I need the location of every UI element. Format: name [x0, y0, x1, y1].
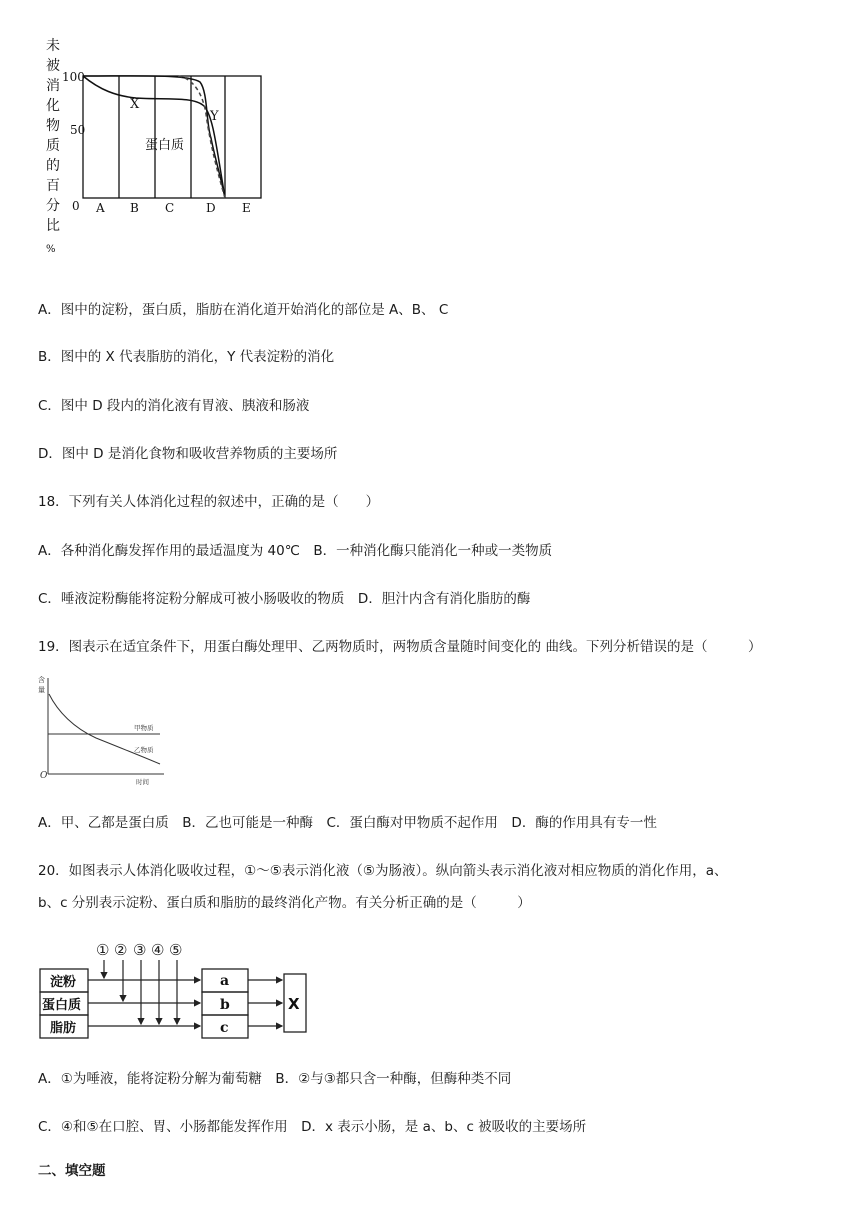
label-protein: 蛋白质: [145, 138, 185, 153]
svg-text:乙物质: 乙物质: [134, 746, 154, 754]
svg-text:未: 未: [46, 38, 60, 54]
svg-text:时间: 时间: [136, 778, 149, 786]
y-tick-0: 0: [72, 199, 80, 213]
curve-x: [83, 76, 225, 198]
svg-text:⑤: ⑤: [169, 941, 183, 959]
svg-text:%: %: [46, 244, 56, 255]
q20-stem-line2: b、c 分别表示淀粉、蛋白质和脂肪的最终消化产物。有关分析正确的是（ ）: [38, 895, 531, 911]
svg-text:含: 含: [38, 676, 45, 684]
section-heading: 二、填空题: [38, 1163, 106, 1179]
svg-text:消: 消: [46, 78, 60, 94]
svg-text:甲物质: 甲物质: [134, 724, 154, 732]
svg-text:比: 比: [46, 218, 60, 234]
substance-labels: [42, 974, 81, 1036]
svg-text:D: D: [206, 201, 216, 215]
x-labels: [95, 201, 251, 215]
svg-text:①: ①: [96, 941, 110, 959]
svg-text:百: 百: [46, 178, 60, 194]
figure-digestion-curves: [38, 34, 318, 304]
q20-stem-line1: 20．如图表示人体消化吸收过程，①～⑤表示消化液（⑤为肠液）。纵向箭头表示消化液对相应物质的消化作用，a、: [38, 863, 728, 879]
svg-text:b: b: [220, 997, 230, 1013]
q17-option-c: C．图中 D 段内的消化液有胃液、胰液和肠液: [38, 398, 310, 414]
svg-text:B: B: [130, 201, 139, 215]
svg-text:脂肪: 脂肪: [50, 1021, 77, 1036]
svg-text:A: A: [96, 201, 105, 215]
y-axis-label: [46, 37, 60, 255]
figure-enzyme-curves: [36, 672, 176, 792]
svg-text:质: 质: [46, 138, 60, 154]
q17-option-b: B．图中的 X 代表脂肪的消化，Y 代表淀粉的消化: [38, 349, 335, 365]
svg-text:蛋白质: 蛋白质: [42, 998, 82, 1013]
q17-option-d: D．图中 D 是消化食物和吸收营养物质的主要场所: [38, 446, 338, 462]
label-x: X: [130, 97, 140, 112]
q17-option-a: A．图中的淀粉，蛋白质，脂肪在消化道开始消化的部位是 A、B、 C: [38, 302, 449, 318]
q19-stem: 19．图表示在适宜条件下，用蛋白酶处理甲、乙两物质时，两物质含量随时间变化的 曲线。下列分析错误的是（ ）: [38, 639, 762, 655]
svg-text:淀粉: 淀粉: [50, 975, 77, 990]
svg-text:O: O: [40, 771, 48, 781]
horizontal-arrows: [88, 980, 200, 1026]
to-x-arrows: [248, 980, 282, 1026]
plot-frame: [83, 76, 261, 198]
svg-text:④: ④: [151, 941, 165, 959]
q18-options-ab: A．各种消化酶发挥作用的最适温度为 40℃ B．一种消化酶只能消化一种或一类物质: [38, 543, 553, 559]
svg-text:c: c: [220, 1020, 229, 1036]
y-tick-100: 100: [62, 70, 85, 84]
q18-stem: 18．下列有关人体消化过程的叙述中，正确的是（ ）: [38, 494, 380, 510]
label-y: Y: [210, 109, 219, 124]
svg-text:量: 量: [38, 686, 45, 694]
y-tick-50: 50: [70, 123, 86, 137]
svg-text:③: ③: [133, 941, 147, 959]
svg-text:C: C: [165, 201, 175, 215]
svg-text:被: 被: [46, 58, 60, 74]
svg-text:E: E: [242, 201, 251, 215]
q20-options-cd: C．④和⑤在口腔、胃、小肠都能发挥作用 D．x 表示小肠，是 a、b、c 被吸收的主要场所: [38, 1119, 587, 1135]
q19-options: A．甲、乙都是蛋白质 B．乙也可能是一种酶 C．蛋白酶对甲物质不起作用 D．酶的作用具有专一性: [38, 815, 657, 831]
curve-y: [83, 76, 225, 198]
svg-text:的: 的: [46, 158, 60, 174]
svg-text:分: 分: [46, 198, 60, 214]
product-labels: [220, 973, 230, 1036]
x-box-label: X: [288, 995, 300, 1013]
q20-options-ab: A．①为唾液，能将淀粉分解为葡萄糖 B．②与③都只含一种酶，但酶种类不同: [38, 1071, 512, 1087]
figure-digestion-flow: [38, 938, 318, 1048]
vertical-arrows: [104, 960, 177, 1024]
svg-text:②: ②: [114, 941, 128, 959]
q18-options-cd: C．唾液淀粉酶能将淀粉分解成可被小肠吸收的物质 D．胆汁内含有消化脂肪的酶: [38, 591, 531, 607]
digestive-juice-labels: [96, 941, 182, 959]
svg-text:物: 物: [46, 118, 60, 134]
curve-protein: [178, 76, 225, 198]
svg-text:化: 化: [46, 98, 60, 114]
svg-text:a: a: [220, 973, 230, 989]
